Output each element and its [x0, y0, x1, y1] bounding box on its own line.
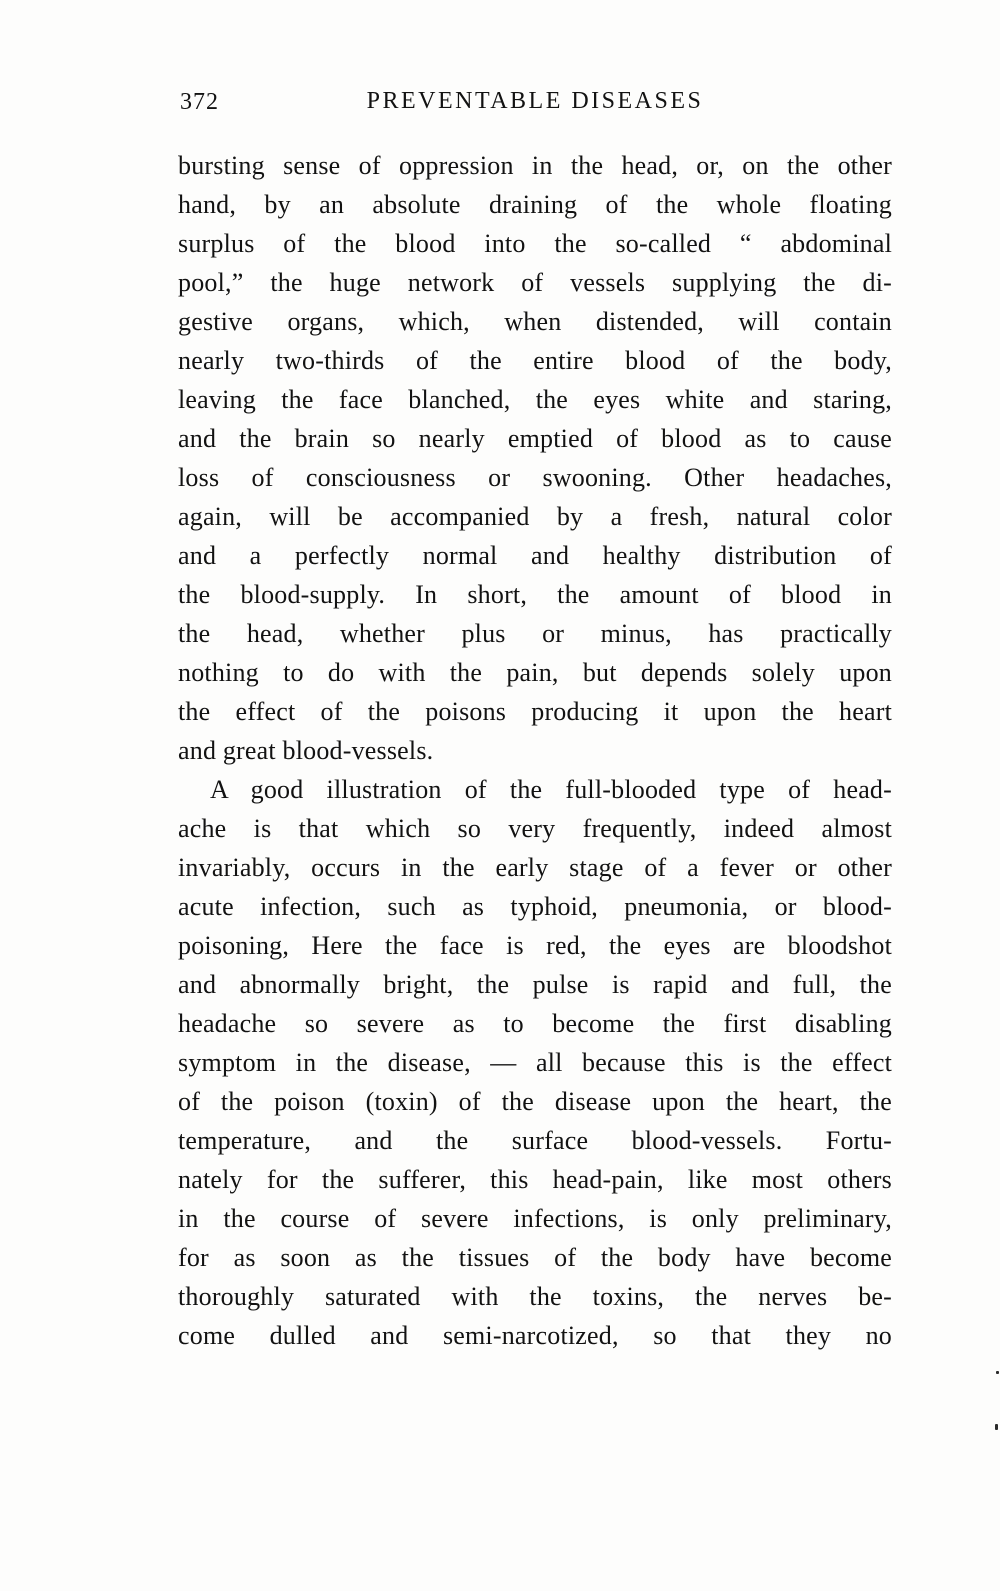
- text-line: for as soon as the tissues of the body have become: [178, 1243, 892, 1272]
- text-line: nothing to do with the pain, but depends solely upon: [178, 658, 892, 687]
- text-line: temperature, and the surface blood-vessels. Fortu-: [178, 1126, 892, 1155]
- text-line: poisoning, Here the face is red, the eyes are bloodshot: [178, 931, 892, 960]
- paragraph: [178, 146, 892, 770]
- text-line: symptom in the disease, — all because this is the effect: [178, 1048, 892, 1077]
- paragraph: [178, 770, 892, 1355]
- page-text: [178, 146, 892, 1355]
- text-line: invariably, occurs in the early stage of a fever or other: [178, 853, 892, 882]
- text-line: and a perfectly normal and healthy distribution of: [178, 541, 892, 570]
- text-line: the effect of the poisons producing it upon the heart: [178, 697, 892, 726]
- text-line: headache so severe as to become the first disabling: [178, 1009, 892, 1038]
- text-line: loss of consciousness or swooning. Other headaches,: [178, 463, 892, 492]
- text-line: the blood-supply. In short, the amount of blood in: [178, 580, 892, 609]
- text-line: the head, whether plus or minus, has practically: [178, 619, 892, 648]
- text-line: and the brain so nearly emptied of blood as to cause: [178, 424, 892, 453]
- page-number: 372: [180, 89, 219, 115]
- text-line: and abnormally bright, the pulse is rapid and full, the: [178, 970, 892, 999]
- scan-speck: [995, 1424, 998, 1430]
- text-line: of the poison (toxin) of the disease upon the heart, the: [178, 1087, 892, 1116]
- text-line: bursting sense of oppression in the head, or, on the other: [178, 151, 892, 180]
- text-line: nearly two-thirds of the entire blood of the body,: [178, 346, 892, 375]
- text-line: A good illustration of the full-blooded type of head-: [210, 775, 892, 804]
- scan-speck: [996, 1371, 999, 1374]
- text-line: in the course of severe infections, is only preliminary,: [178, 1204, 892, 1233]
- text-line: and great blood-vessels.: [178, 736, 434, 765]
- text-line: acute infection, such as typhoid, pneumonia, or blood-: [178, 892, 892, 921]
- running-header: [178, 88, 892, 118]
- text-line: surplus of the blood into the so-called “ abdominal: [178, 229, 892, 258]
- running-title: PREVENTABLE DISEASES: [366, 88, 704, 114]
- text-line: thoroughly saturated with the toxins, the nerves be-: [178, 1282, 892, 1311]
- text-line: nately for the sufferer, this head-pain, like most others: [178, 1165, 892, 1194]
- text-line: pool,” the huge network of vessels supplying the di-: [178, 268, 892, 297]
- text-line: again, will be accompanied by a fresh, natural color: [178, 502, 892, 531]
- text-line: come dulled and semi-narcotized, so that they no: [178, 1321, 892, 1350]
- text-line: gestive organs, which, when distended, will contain: [178, 307, 892, 336]
- text-line: leaving the face blanched, the eyes white and staring,: [178, 385, 892, 414]
- text-line: ache is that which so very frequently, indeed almost: [178, 814, 892, 843]
- text-line: hand, by an absolute draining of the whole floating: [178, 190, 892, 219]
